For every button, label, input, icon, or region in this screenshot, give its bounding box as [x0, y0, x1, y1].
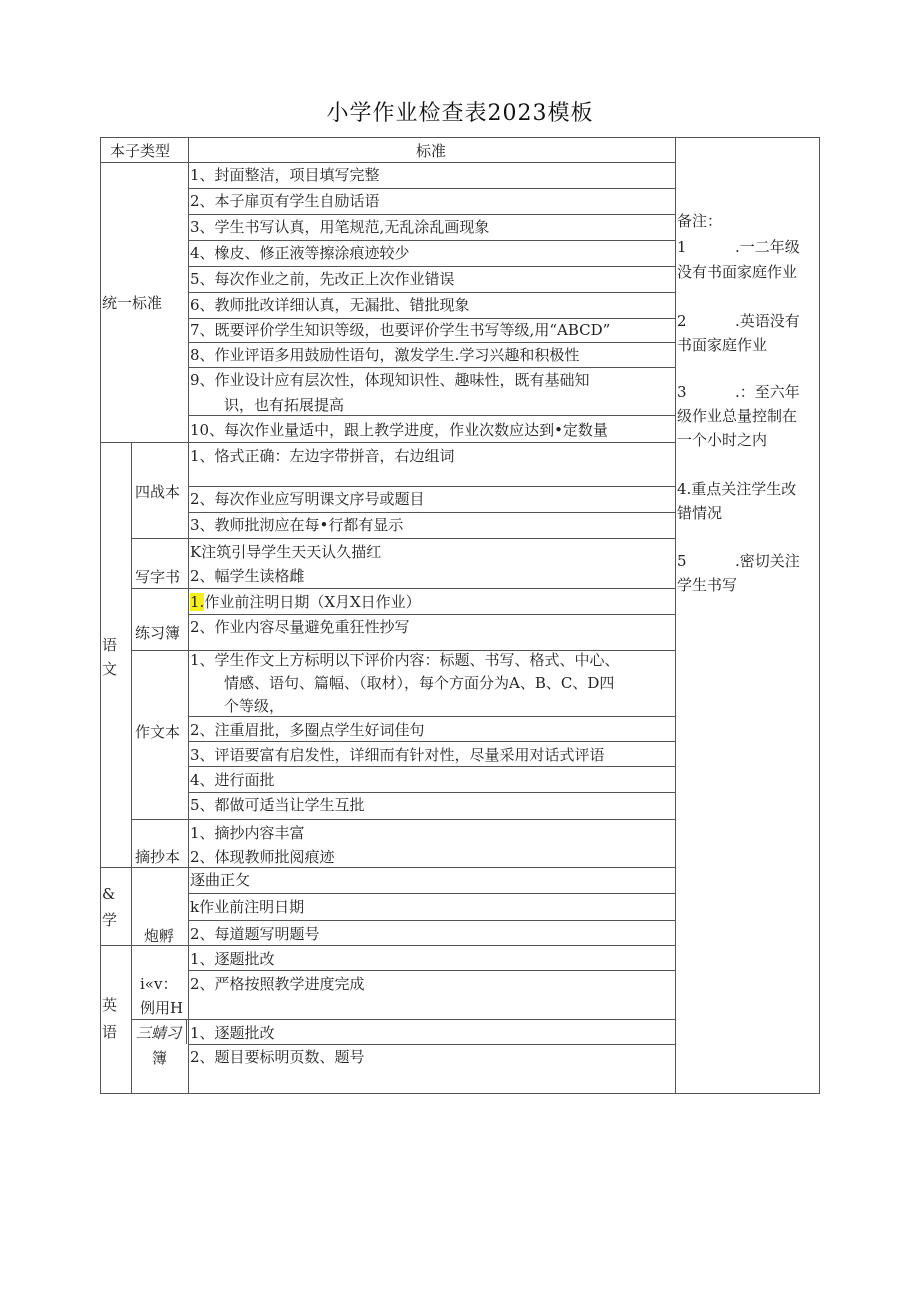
- xiezi-item: K注筑引导学生天天认久描红: [190, 543, 382, 561]
- row-line: [188, 342, 675, 343]
- zuowen-item: 3、评语要富有启发性，详细而有针对性，尽量采用对话式评语: [190, 746, 605, 764]
- row-line: [188, 614, 675, 615]
- note-text: 级作业总量控制在: [677, 407, 798, 425]
- note-text: .英语没有: [735, 312, 800, 330]
- note-text: .密切关注: [735, 552, 800, 570]
- header-divider: [100, 162, 675, 163]
- page-title: 小学作业检查表2023模板: [326, 101, 594, 126]
- note-text: .：至六年: [735, 383, 800, 401]
- note-number: 1: [677, 238, 687, 256]
- english-item: 1、逐题批改: [190, 950, 275, 968]
- unified-item: 9、作业设计应有层次性，体现知识性、趣味性，既有基础知: [190, 371, 590, 389]
- cell-edge: [186, 1019, 187, 1044]
- english-group1-label-1: i«v：: [140, 975, 178, 993]
- standard-column-divider: [188, 137, 189, 1094]
- math-item: k作业前注明日期: [190, 898, 305, 916]
- row-line: [188, 1044, 675, 1045]
- unified-section-divider: [100, 442, 675, 443]
- english-subject-2: 语: [102, 1023, 118, 1041]
- subject-column-divider: [131, 442, 132, 1094]
- zuowen-item: 1、学生作文上方标明以下评价内容：标题、书写、格式、中心、: [190, 651, 620, 669]
- math-item: 逐曲正攵: [190, 871, 251, 889]
- unified-item: 2、本子扉页有学生自励话语: [190, 192, 380, 210]
- row-line: [188, 512, 675, 513]
- sizhan-item: 1、恪式正确：左边字带拼音，右边组词: [190, 447, 455, 465]
- note-number: 3: [677, 383, 687, 401]
- unified-item: 10、每次作业量适中，跟上教学进度，作业次数应达到•定数量: [190, 421, 608, 439]
- zuowen-item: 5、都做可适当让学生互批: [190, 796, 365, 814]
- lianxi-item: 2、作业内容尽量避免重狂性抄写: [190, 618, 410, 636]
- header-type: 本子类型: [110, 142, 171, 160]
- note-text: .一二年级: [735, 238, 800, 256]
- note-text: 书面家庭作业: [677, 336, 768, 354]
- xiezi-item: 2、幅学生读格雌: [190, 567, 305, 585]
- unified-item: 7、既要评价学生知识等级，也要评价学生书写等级,用“ABCD”: [190, 321, 611, 339]
- group-line: [131, 588, 675, 589]
- unified-label: 统一标准: [102, 294, 163, 312]
- english-subject-1: 英: [102, 996, 118, 1014]
- group-line: [131, 1019, 675, 1020]
- note-number: 2: [677, 312, 687, 330]
- row-line: [188, 266, 675, 267]
- unified-item: 3、学生书写认真，用笔规范,无乱涂乱画现象: [190, 218, 490, 236]
- highlight-mark: 1.: [190, 593, 205, 611]
- zuowen-item-continued: 个等级，: [224, 697, 285, 715]
- row-line: [188, 766, 675, 767]
- note-text: 一个小时之内: [677, 431, 768, 449]
- note-text: 4.重点关注学生改: [677, 480, 797, 498]
- unified-item: 5、每次作业之前，先改正上次作业错误: [190, 270, 455, 288]
- note-text: 错情况: [677, 504, 723, 522]
- row-line: [188, 741, 675, 742]
- row-line: [188, 188, 675, 189]
- notes-column-divider: [675, 137, 676, 1094]
- row-line: [188, 716, 675, 717]
- zuowen-item: 2、注重眉批，多圈点学生好词佳句: [190, 721, 425, 739]
- zhaochao-item: 2、体现教师批阅痕迹: [190, 848, 335, 866]
- row-line: [188, 214, 675, 215]
- lianxi-item-text: 作业前注明日期（X月X日作业）: [204, 593, 421, 611]
- row-line: [188, 970, 675, 971]
- chinese-subject-1: 语: [102, 636, 118, 654]
- notes-heading: 备注：: [677, 212, 723, 230]
- zhaochao-label: 摘抄本: [135, 848, 181, 866]
- math-item: 2、每道题写明题号: [190, 925, 320, 943]
- sizhan-label: 四战本: [135, 483, 181, 501]
- row-line: [188, 318, 675, 319]
- row-line: [188, 367, 675, 368]
- header-standard: 标准: [416, 142, 447, 160]
- english-group2-label-2: 簿: [152, 1049, 168, 1067]
- group-line: [131, 538, 675, 539]
- math-section-divider: [100, 945, 675, 946]
- row-line: [188, 240, 675, 241]
- chinese-section-divider: [100, 867, 675, 868]
- note-number: 5: [677, 552, 687, 570]
- unified-item-continued: 识，也有拓展提高: [224, 396, 345, 414]
- unified-item: 1、封面整洁，项目填写完整: [190, 166, 380, 184]
- group-line: [131, 819, 675, 820]
- row-line: [188, 486, 675, 487]
- lianxi-item: [190, 593, 421, 611]
- zuowen-item-continued: 情感、语句、篇幅、（取材），每个方面分为A、B、C、D四: [224, 674, 615, 692]
- zuowen-item: 4、进行面批: [190, 771, 275, 789]
- unified-item: 4、橡皮、修正液等擦涂痕迹较少: [190, 244, 410, 262]
- zhaochao-item: 1、摘抄内容丰富: [190, 824, 305, 842]
- unified-item: 6、教师批改详细认真，无漏批、错批现象: [190, 296, 470, 314]
- note-text: 学生书写: [677, 576, 738, 594]
- row-line: [188, 292, 675, 293]
- english-item: 2、严格按照教学进度完成: [190, 975, 365, 993]
- english-group2-label-1: 三蜻习: [136, 1024, 182, 1042]
- english-item: 2、题目要标明页数、题号: [190, 1048, 365, 1066]
- math-subject-2: 学: [102, 911, 118, 929]
- xiezi-label: 写字书: [135, 568, 181, 586]
- note-text: 没有书面家庭作业: [677, 263, 798, 281]
- chinese-subject-2: 文: [102, 660, 118, 678]
- unified-item: 8、作业评语多用鼓励性语句，激发学生.学习兴趣和积极性: [190, 346, 580, 364]
- sizhan-item: 3、教师批沏应在每•行都有显示: [190, 516, 404, 534]
- row-line: [188, 920, 675, 921]
- row-line: [188, 415, 675, 416]
- row-line: [188, 893, 675, 894]
- sizhan-item: 2、每次作业应写明课文序号或题目: [190, 490, 425, 508]
- english-group1-label-2: 例用H: [140, 999, 184, 1017]
- math-label: 炮孵: [144, 927, 175, 945]
- english-item: 1、逐题批改: [190, 1024, 275, 1042]
- row-line: [188, 792, 675, 793]
- lianxi-label: 练习簿: [135, 624, 181, 642]
- zuowen-label: 作文本: [135, 723, 181, 741]
- math-subject-1: &: [102, 885, 116, 903]
